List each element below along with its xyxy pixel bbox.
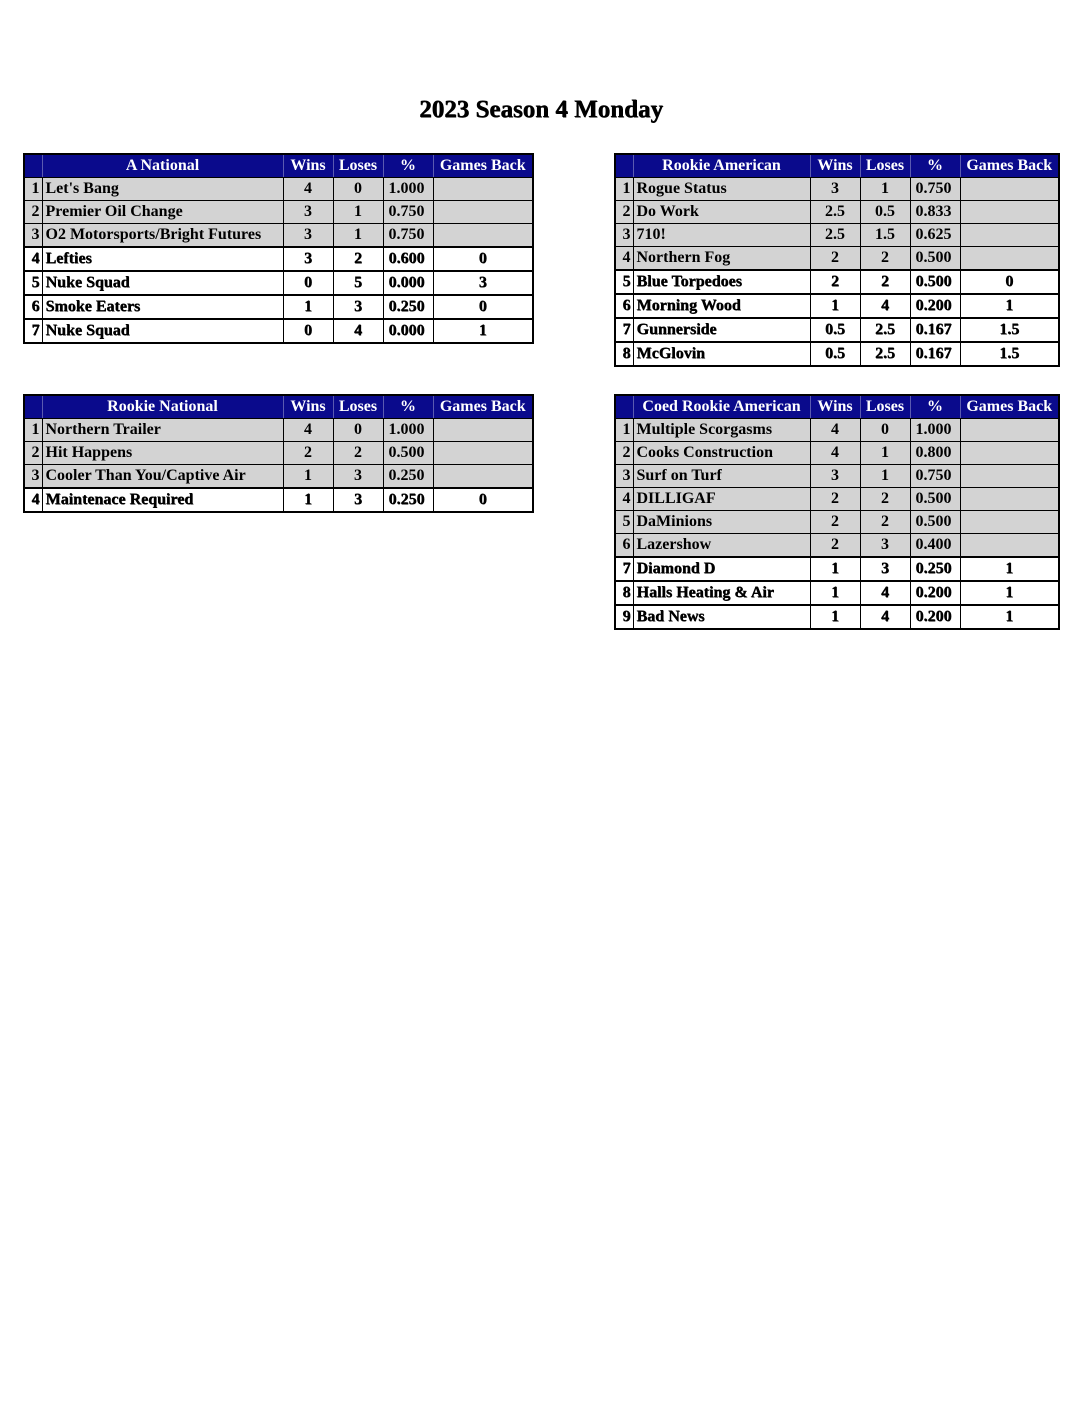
pct-cell: 0.250 [383, 295, 433, 319]
games-back-cell [960, 178, 1059, 201]
rank-cell: 2 [24, 442, 42, 465]
rank-cell: 7 [24, 319, 42, 343]
games-back-cell [433, 178, 533, 201]
team-name-cell: Northern Fog [633, 247, 810, 271]
rank-cell: 6 [24, 295, 42, 319]
games-back-cell: 3 [433, 271, 533, 295]
header-loses: Loses [860, 395, 910, 419]
team-name-cell: Rogue Status [633, 178, 810, 201]
team-name-cell: O2 Motorsports/Bright Futures [42, 224, 283, 248]
loses-cell: 2 [860, 511, 910, 534]
wins-cell: 3 [810, 178, 860, 201]
loses-cell: 2 [860, 270, 910, 294]
team-name-cell: Cooks Construction [633, 442, 810, 465]
header-pct: % [383, 395, 433, 419]
wins-cell: 3 [283, 201, 333, 224]
header-loses: Loses [860, 154, 910, 178]
wins-cell: 4 [283, 178, 333, 201]
rank-cell: 1 [615, 419, 633, 442]
wins-cell: 1 [810, 581, 860, 605]
wins-cell: 4 [810, 442, 860, 465]
pct-cell: 0.750 [383, 224, 433, 248]
table-row [24, 419, 533, 442]
games-back-cell: 0 [433, 247, 533, 271]
header-pct: % [383, 154, 433, 178]
loses-cell: 3 [333, 295, 383, 319]
games-back-cell: 1 [960, 557, 1059, 581]
pct-cell: 0.167 [910, 318, 960, 342]
standings-table-rookie-american [614, 153, 1060, 367]
pct-cell: 0.750 [910, 178, 960, 201]
pct-cell: 1.000 [910, 419, 960, 442]
table-row [615, 605, 1059, 629]
table-row [615, 224, 1059, 247]
team-name-cell: Halls Heating & Air [633, 581, 810, 605]
header-division-name: Rookie National [42, 395, 283, 419]
loses-cell: 4 [860, 294, 910, 318]
wins-cell: 4 [810, 419, 860, 442]
wins-cell: 3 [810, 465, 860, 488]
header-rank-cell [615, 154, 633, 178]
loses-cell: 4 [860, 581, 910, 605]
team-name-cell: Gunnerside [633, 318, 810, 342]
table-row [24, 465, 533, 489]
pct-cell: 1.000 [383, 178, 433, 201]
rank-cell: 2 [24, 201, 42, 224]
pct-cell: 0.200 [910, 605, 960, 629]
games-back-cell [960, 419, 1059, 442]
table-row [615, 294, 1059, 318]
wins-cell: 2 [810, 534, 860, 558]
wins-cell: 2 [283, 442, 333, 465]
pct-cell: 0.833 [910, 201, 960, 224]
table-row [615, 247, 1059, 271]
team-name-cell: Surf on Turf [633, 465, 810, 488]
header-division-name: Coed Rookie American [633, 395, 810, 419]
pct-cell: 0.250 [910, 557, 960, 581]
pct-cell: 0.400 [910, 534, 960, 558]
team-name-cell: Do Work [633, 201, 810, 224]
header-loses: Loses [333, 154, 383, 178]
wins-cell: 1 [283, 465, 333, 489]
pct-cell: 0.750 [910, 465, 960, 488]
team-name-cell: Hit Happens [42, 442, 283, 465]
wins-cell: 1 [810, 557, 860, 581]
wins-cell: 1 [283, 295, 333, 319]
table-row [615, 465, 1059, 488]
games-back-cell: 1 [960, 294, 1059, 318]
pct-cell: 0.625 [910, 224, 960, 247]
rank-cell: 3 [615, 224, 633, 247]
loses-cell: 3 [860, 534, 910, 558]
rank-cell: 2 [615, 442, 633, 465]
header-games-back: Games Back [960, 154, 1059, 178]
table-row [615, 178, 1059, 201]
loses-cell: 3 [333, 488, 383, 512]
table-row [24, 178, 533, 201]
header-rank-cell [24, 395, 42, 419]
team-name-cell: Northern Trailer [42, 419, 283, 442]
games-back-cell [433, 465, 533, 489]
loses-cell: 3 [333, 465, 383, 489]
pct-cell: 0.500 [383, 442, 433, 465]
loses-cell: 2.5 [860, 342, 910, 366]
games-back-cell [960, 465, 1059, 488]
loses-cell: 2 [860, 247, 910, 271]
loses-cell: 3 [860, 557, 910, 581]
rank-cell: 2 [615, 201, 633, 224]
team-name-cell: DILLIGAF [633, 488, 810, 511]
pct-cell: 0.600 [383, 247, 433, 271]
wins-cell: 0.5 [810, 318, 860, 342]
header-wins: Wins [810, 154, 860, 178]
rank-cell: 9 [615, 605, 633, 629]
pct-cell: 0.200 [910, 581, 960, 605]
team-name-cell: McGlovin [633, 342, 810, 366]
table-row [615, 270, 1059, 294]
wins-cell: 2.5 [810, 224, 860, 247]
games-back-cell [433, 419, 533, 442]
rank-cell: 4 [24, 488, 42, 512]
rank-cell: 7 [615, 557, 633, 581]
wins-cell: 3 [283, 247, 333, 271]
team-name-cell: Blue Torpedoes [633, 270, 810, 294]
games-back-cell [960, 224, 1059, 247]
rank-cell: 4 [24, 247, 42, 271]
table-row [24, 442, 533, 465]
standings-table-coed-rookie-american [614, 394, 1060, 630]
wins-cell: 2 [810, 247, 860, 271]
games-back-cell [960, 534, 1059, 558]
rank-cell: 5 [615, 511, 633, 534]
rank-cell: 4 [615, 488, 633, 511]
games-back-cell: 0 [433, 295, 533, 319]
table-row [24, 295, 533, 319]
games-back-cell: 0 [960, 270, 1059, 294]
rank-cell: 4 [615, 247, 633, 271]
wins-cell: 1 [810, 605, 860, 629]
wins-cell: 1 [810, 294, 860, 318]
wins-cell: 4 [283, 419, 333, 442]
table-row [615, 442, 1059, 465]
pct-cell: 0.000 [383, 319, 433, 343]
header-loses: Loses [333, 395, 383, 419]
table-row [24, 201, 533, 224]
rank-cell: 5 [24, 271, 42, 295]
loses-cell: 4 [333, 319, 383, 343]
pct-cell: 0.200 [910, 294, 960, 318]
table-row [615, 511, 1059, 534]
rank-cell: 7 [615, 318, 633, 342]
header-games-back: Games Back [433, 395, 533, 419]
team-name-cell: 710! [633, 224, 810, 247]
wins-cell: 3 [283, 224, 333, 248]
pct-cell: 0.500 [910, 247, 960, 271]
games-back-cell: 1.5 [960, 318, 1059, 342]
games-back-cell [960, 201, 1059, 224]
table-row [24, 271, 533, 295]
pct-cell: 0.500 [910, 488, 960, 511]
table-row [615, 201, 1059, 224]
games-back-cell [960, 442, 1059, 465]
header-pct: % [910, 395, 960, 419]
pct-cell: 0.500 [910, 270, 960, 294]
pct-cell: 0.750 [383, 201, 433, 224]
loses-cell: 2 [333, 442, 383, 465]
header-division-name: A National [42, 154, 283, 178]
loses-cell: 2 [860, 488, 910, 511]
pct-cell: 0.167 [910, 342, 960, 366]
wins-cell: 2.5 [810, 201, 860, 224]
table-row [24, 247, 533, 271]
standings-table-a-national [23, 153, 534, 344]
team-name-cell: Premier Oil Change [42, 201, 283, 224]
page-title: 2023 Season 4 Monday [419, 96, 663, 123]
games-back-cell: 1 [433, 319, 533, 343]
team-name-cell: Cooler Than You/Captive Air [42, 465, 283, 489]
wins-cell: 0.5 [810, 342, 860, 366]
header-games-back: Games Back [960, 395, 1059, 419]
games-back-cell [433, 442, 533, 465]
rank-cell: 1 [24, 419, 42, 442]
loses-cell: 1 [333, 201, 383, 224]
team-name-cell: Bad News [633, 605, 810, 629]
loses-cell: 1 [860, 442, 910, 465]
games-back-cell [960, 247, 1059, 271]
rank-cell: 6 [615, 294, 633, 318]
rank-cell: 8 [615, 581, 633, 605]
loses-cell: 0 [333, 419, 383, 442]
header-wins: Wins [283, 154, 333, 178]
loses-cell: 1 [860, 465, 910, 488]
table-row [615, 557, 1059, 581]
loses-cell: 5 [333, 271, 383, 295]
table-row [615, 318, 1059, 342]
loses-cell: 1.5 [860, 224, 910, 247]
loses-cell: 1 [333, 224, 383, 248]
loses-cell: 2.5 [860, 318, 910, 342]
header-rank-cell [615, 395, 633, 419]
loses-cell: 2 [333, 247, 383, 271]
team-name-cell: Nuke Squad [42, 319, 283, 343]
games-back-cell [960, 488, 1059, 511]
games-back-cell: 1 [960, 605, 1059, 629]
rank-cell: 6 [615, 534, 633, 558]
team-name-cell: Diamond D [633, 557, 810, 581]
games-back-cell [960, 511, 1059, 534]
header-wins: Wins [810, 395, 860, 419]
wins-cell: 2 [810, 488, 860, 511]
wins-cell: 2 [810, 511, 860, 534]
pct-cell: 0.800 [910, 442, 960, 465]
rank-cell: 3 [615, 465, 633, 488]
standings-table-rookie-national [23, 394, 534, 513]
table-row [615, 534, 1059, 558]
games-back-cell: 1 [960, 581, 1059, 605]
loses-cell: 4 [860, 605, 910, 629]
table-row [24, 319, 533, 343]
team-name-cell: Smoke Eaters [42, 295, 283, 319]
games-back-cell [433, 224, 533, 248]
table-row [24, 488, 533, 512]
header-games-back: Games Back [433, 154, 533, 178]
table-row [615, 342, 1059, 366]
games-back-cell: 0 [433, 488, 533, 512]
table-row [24, 224, 533, 248]
rank-cell: 1 [615, 178, 633, 201]
games-back-cell: 1.5 [960, 342, 1059, 366]
wins-cell: 0 [283, 319, 333, 343]
header-wins: Wins [283, 395, 333, 419]
table-row [615, 419, 1059, 442]
rank-cell: 1 [24, 178, 42, 201]
team-name-cell: DaMinions [633, 511, 810, 534]
rank-cell: 5 [615, 270, 633, 294]
wins-cell: 0 [283, 271, 333, 295]
rank-cell: 3 [24, 224, 42, 248]
header-division-name: Rookie American [633, 154, 810, 178]
team-name-cell: Lefties [42, 247, 283, 271]
team-name-cell: Maintenace Required [42, 488, 283, 512]
loses-cell: 0 [333, 178, 383, 201]
loses-cell: 1 [860, 178, 910, 201]
team-name-cell: Lazershow [633, 534, 810, 558]
loses-cell: 0 [860, 419, 910, 442]
pct-cell: 0.500 [910, 511, 960, 534]
pct-cell: 0.250 [383, 465, 433, 489]
wins-cell: 1 [283, 488, 333, 512]
wins-cell: 2 [810, 270, 860, 294]
table-row [615, 581, 1059, 605]
team-name-cell: Let's Bang [42, 178, 283, 201]
team-name-cell: Nuke Squad [42, 271, 283, 295]
team-name-cell: Morning Wood [633, 294, 810, 318]
team-name-cell: Multiple Scorgasms [633, 419, 810, 442]
rank-cell: 3 [24, 465, 42, 489]
pct-cell: 0.250 [383, 488, 433, 512]
games-back-cell [433, 201, 533, 224]
header-rank-cell [24, 154, 42, 178]
pct-cell: 1.000 [383, 419, 433, 442]
pct-cell: 0.000 [383, 271, 433, 295]
header-pct: % [910, 154, 960, 178]
table-row [615, 488, 1059, 511]
rank-cell: 8 [615, 342, 633, 366]
loses-cell: 0.5 [860, 201, 910, 224]
